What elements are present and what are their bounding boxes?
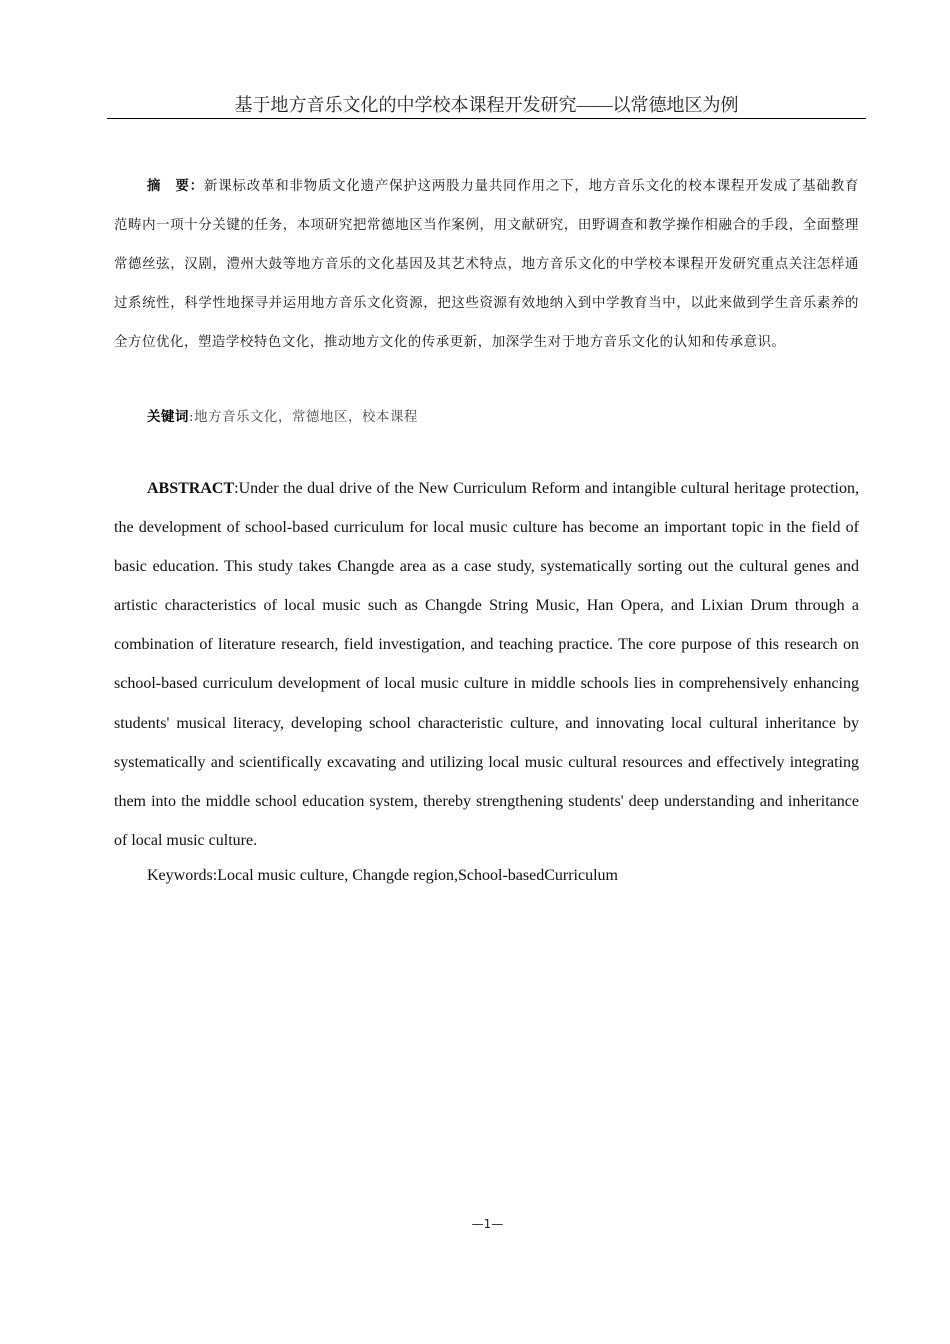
- chinese-abstract: [114, 167, 859, 362]
- english-keywords: Keywords:Local music culture, Changde region,School-basedCurriculum: [147, 867, 618, 884]
- chinese-keywords: [147, 400, 859, 435]
- english-abstract: [114, 469, 859, 860]
- chinese-abstract-label: 摘 要：: [147, 178, 204, 194]
- chinese-abstract-text: 新课标改革和非物质文化遗产保护这两股力量共同作用之下，地方音乐文化的校本课程开发成了基础教育范畴内一项十分关键的任务，本项研究把常德地区当作案例，用文献研究，田野调查和教学操作相融合的手段，全面整理常德丝弦，汉剧，澧州大鼓等地方音乐的文化基因及其艺术特点，地方音乐文化的中学校本课程开发研究重点关注怎样通过系统性，科学性地探寻并运用地方音乐文化资源，把这些资源有效地纳入到中学教育当中，以此来做到学生音乐素养的全方位优化，塑造学校特色文化，推动地方文化的传承更新，加深学生对于地方音乐文化的认知和传承意识。: [114, 179, 859, 350]
- english-abstract-label: ABSTRACT: [147, 480, 235, 497]
- page-number: —1—: [471, 1217, 504, 1231]
- english-abstract-text: :Under the dual drive of the New Curriculum Reform and intangible cultural heritage protection, the development of school-based curriculum for local music culture has become an important topic in the field of basic education. This study takes Changde area as a case study, systematically sorting out the cultural genes and artistic characteristics of local music such as Changde String Music, Han Opera, and Lixian Drum through a combination of literature research, field investigation, and teaching practice. The core purpose of this research on school-based curriculum development of local music culture in middle schools lies in comprehensively enhancing students' musical literacy, developing school characteristic culture, and innovating local cultural inheritance by systematically and scientifically excavating and utilizing local music cultural resources and effectively integrating them into the middle school education system, thereby strengthening students' deep understanding and inheritance of local music culture.: [114, 480, 859, 849]
- running-header-title: 基于地方音乐文化的中学校本课程开发研究——以常德地区为例: [107, 94, 866, 119]
- chinese-keywords-label: 关键词: [147, 409, 189, 425]
- chinese-keywords-text: 地方音乐文化，常德地区，校本课程: [194, 410, 418, 425]
- chinese-keywords-separator: :: [188, 410, 195, 425]
